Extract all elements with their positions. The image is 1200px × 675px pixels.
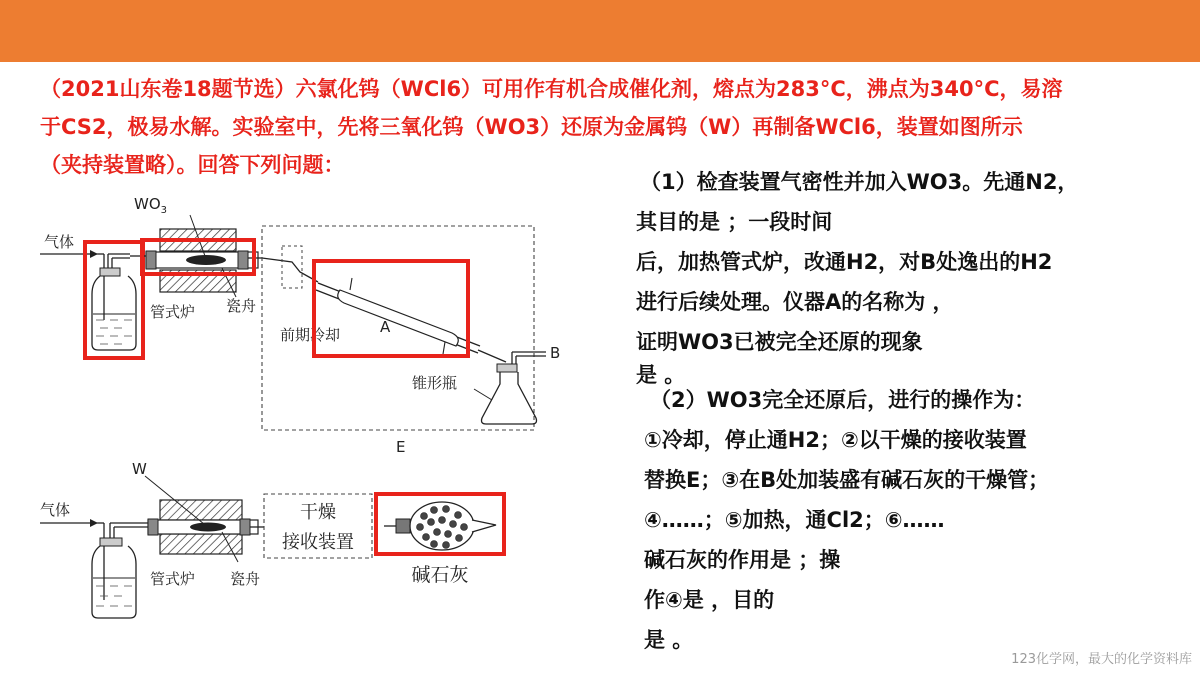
q2-line: ④……；⑤加热，通Cl2；⑥…… bbox=[644, 508, 945, 532]
w-label: W bbox=[132, 460, 147, 478]
tube-furnace-top bbox=[130, 215, 262, 297]
lime-label: 碱石灰 bbox=[411, 564, 469, 586]
q1-line: 进行后续处理。仪器A的名称为 ， bbox=[636, 290, 954, 314]
q1-line: 是 。 bbox=[636, 363, 686, 387]
furnace-label-bottom: 管式炉 bbox=[150, 570, 196, 588]
conical-flask bbox=[474, 350, 546, 424]
intro-line-2: 于CS2，极易水解。实验室中，先将三氧化钨（WO3）还原为金属钨（W）再制备WCl6，装置如图所示 bbox=[40, 115, 1023, 139]
precool-box bbox=[282, 246, 302, 288]
label-b: B bbox=[550, 344, 561, 362]
drying-tube bbox=[384, 502, 496, 550]
intro-line-1: （2021山东卷18题节选）六氯化钨（WCl6）可用作有机合成催化剂，熔点为283°C，沸点为340°C，易溶 bbox=[40, 77, 1063, 101]
q2-line: ①冷却，停止通H2；②以干燥的接收装置 bbox=[644, 428, 1027, 452]
flask-label: 锥形瓶 bbox=[412, 374, 458, 392]
q2-line: 替换E；③在B处加装盛有碱石灰的干燥管； bbox=[644, 468, 1050, 492]
wash-bottle-top bbox=[92, 254, 136, 350]
label-e: E bbox=[396, 438, 406, 456]
dry-label: 干燥 bbox=[300, 502, 336, 523]
precool-label: 前期冷却 bbox=[280, 326, 341, 344]
gas-label-bottom: 气体 bbox=[40, 501, 71, 519]
gas-arrow-top bbox=[40, 250, 98, 258]
highlight-box-wash-bottle bbox=[85, 242, 143, 358]
q1-line: 证明WO3已被完全还原的现象 bbox=[636, 330, 923, 354]
label-a: A bbox=[380, 318, 391, 336]
q1-line: 其目的是 ；一段时间 bbox=[636, 210, 833, 234]
q1-line: 后，加热管式炉，改通H2，对B处逸出的H2 bbox=[636, 250, 1053, 274]
furnace-label-top: 管式炉 bbox=[150, 303, 196, 321]
gas-arrow-bottom bbox=[40, 519, 98, 527]
q2-line: 作④是 ，目的 bbox=[644, 588, 775, 612]
footer-watermark: 123化学网，最大的化学资料库 bbox=[1011, 652, 1192, 667]
q2-line: 是 。 bbox=[644, 628, 694, 652]
intro-line-3: （夹持装置略）。回答下列问题： bbox=[40, 153, 345, 177]
condenser-a bbox=[316, 278, 480, 354]
receiver-label: 接收装置 bbox=[282, 532, 354, 553]
q2-line: 碱石灰的作用是 ；操 bbox=[644, 548, 841, 572]
boat-label-bottom: 瓷舟 bbox=[230, 570, 261, 588]
gas-label-top: 气体 bbox=[44, 233, 75, 251]
q2-line: （2）WO3完全还原后，进行的操作为： bbox=[650, 388, 1036, 412]
question-1 bbox=[636, 162, 1079, 388]
question-2 bbox=[644, 380, 1050, 660]
q1-line: （1）检查装置气密性并加入WO3。先通N2， bbox=[640, 170, 1079, 194]
wash-bottle-bottom bbox=[92, 523, 150, 618]
boat-label-top: 瓷舟 bbox=[226, 297, 257, 315]
wo3-label: $WO_3$ bbox=[134, 195, 168, 216]
tube-furnace-bottom bbox=[145, 476, 264, 562]
